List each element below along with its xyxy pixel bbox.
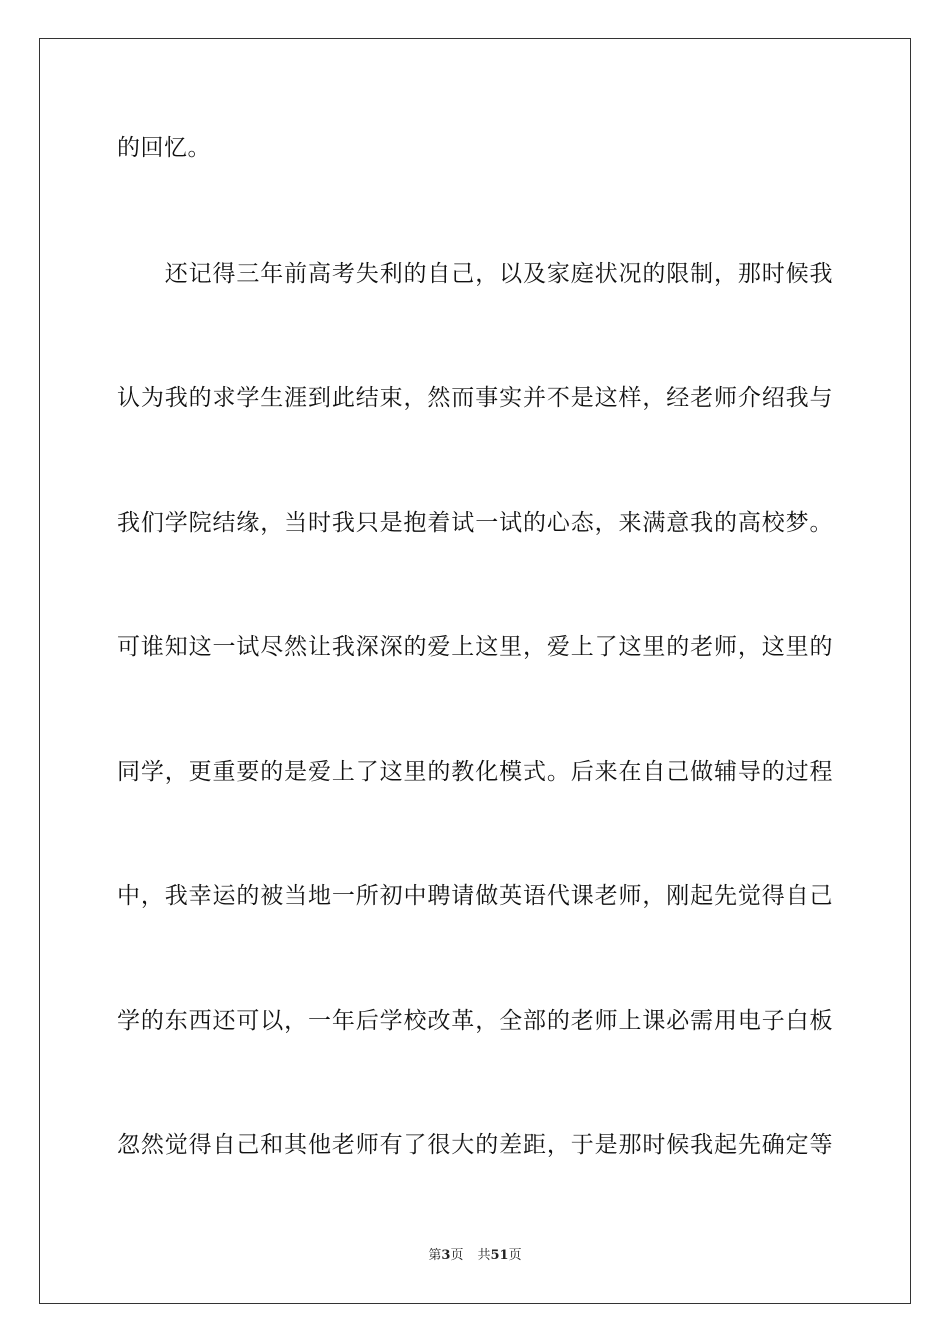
current-page-number: 3 [441, 1248, 451, 1263]
paragraph-line: 中，我幸运的被当地一所初中聘请做英语代课老师，刚起先觉得自己 [117, 883, 833, 909]
page-suffix: 页 [450, 1248, 464, 1263]
total-page-number: 51 [490, 1248, 509, 1263]
paragraph-line: 可谁知这一试尽然让我深深的爱上这里，爱上了这里的老师，这里的 [117, 634, 833, 660]
page-border [39, 38, 911, 1304]
paragraph-line: 我们学院结缘，当时我只是抱着试一试的心态，来满意我的高校梦。 [117, 510, 833, 536]
paragraph-line: 还记得三年前高考失利的自己，以及家庭状况的限制，那时候我 [117, 261, 833, 287]
total-suffix: 页 [508, 1248, 522, 1263]
paragraph-line: 同学，更重要的是爱上了这里的教化模式。后来在自己做辅导的过程 [117, 759, 833, 785]
page-prefix: 第 [428, 1248, 442, 1263]
paragraph-line: 的回忆。 [117, 135, 211, 161]
page-number-footer [0, 1247, 950, 1265]
paragraph-line: 认为我的求学生涯到此结束，然而事实并不是这样，经老师介绍我与 [117, 385, 833, 411]
total-prefix: 共 [477, 1248, 491, 1263]
paragraph-line: 忽然觉得自己和其他老师有了很大的差距，于是那时候我起先确定等 [117, 1132, 833, 1158]
paragraph-line: 学的东西还可以，一年后学校改革，全部的老师上课必需用电子白板 [117, 1008, 833, 1034]
